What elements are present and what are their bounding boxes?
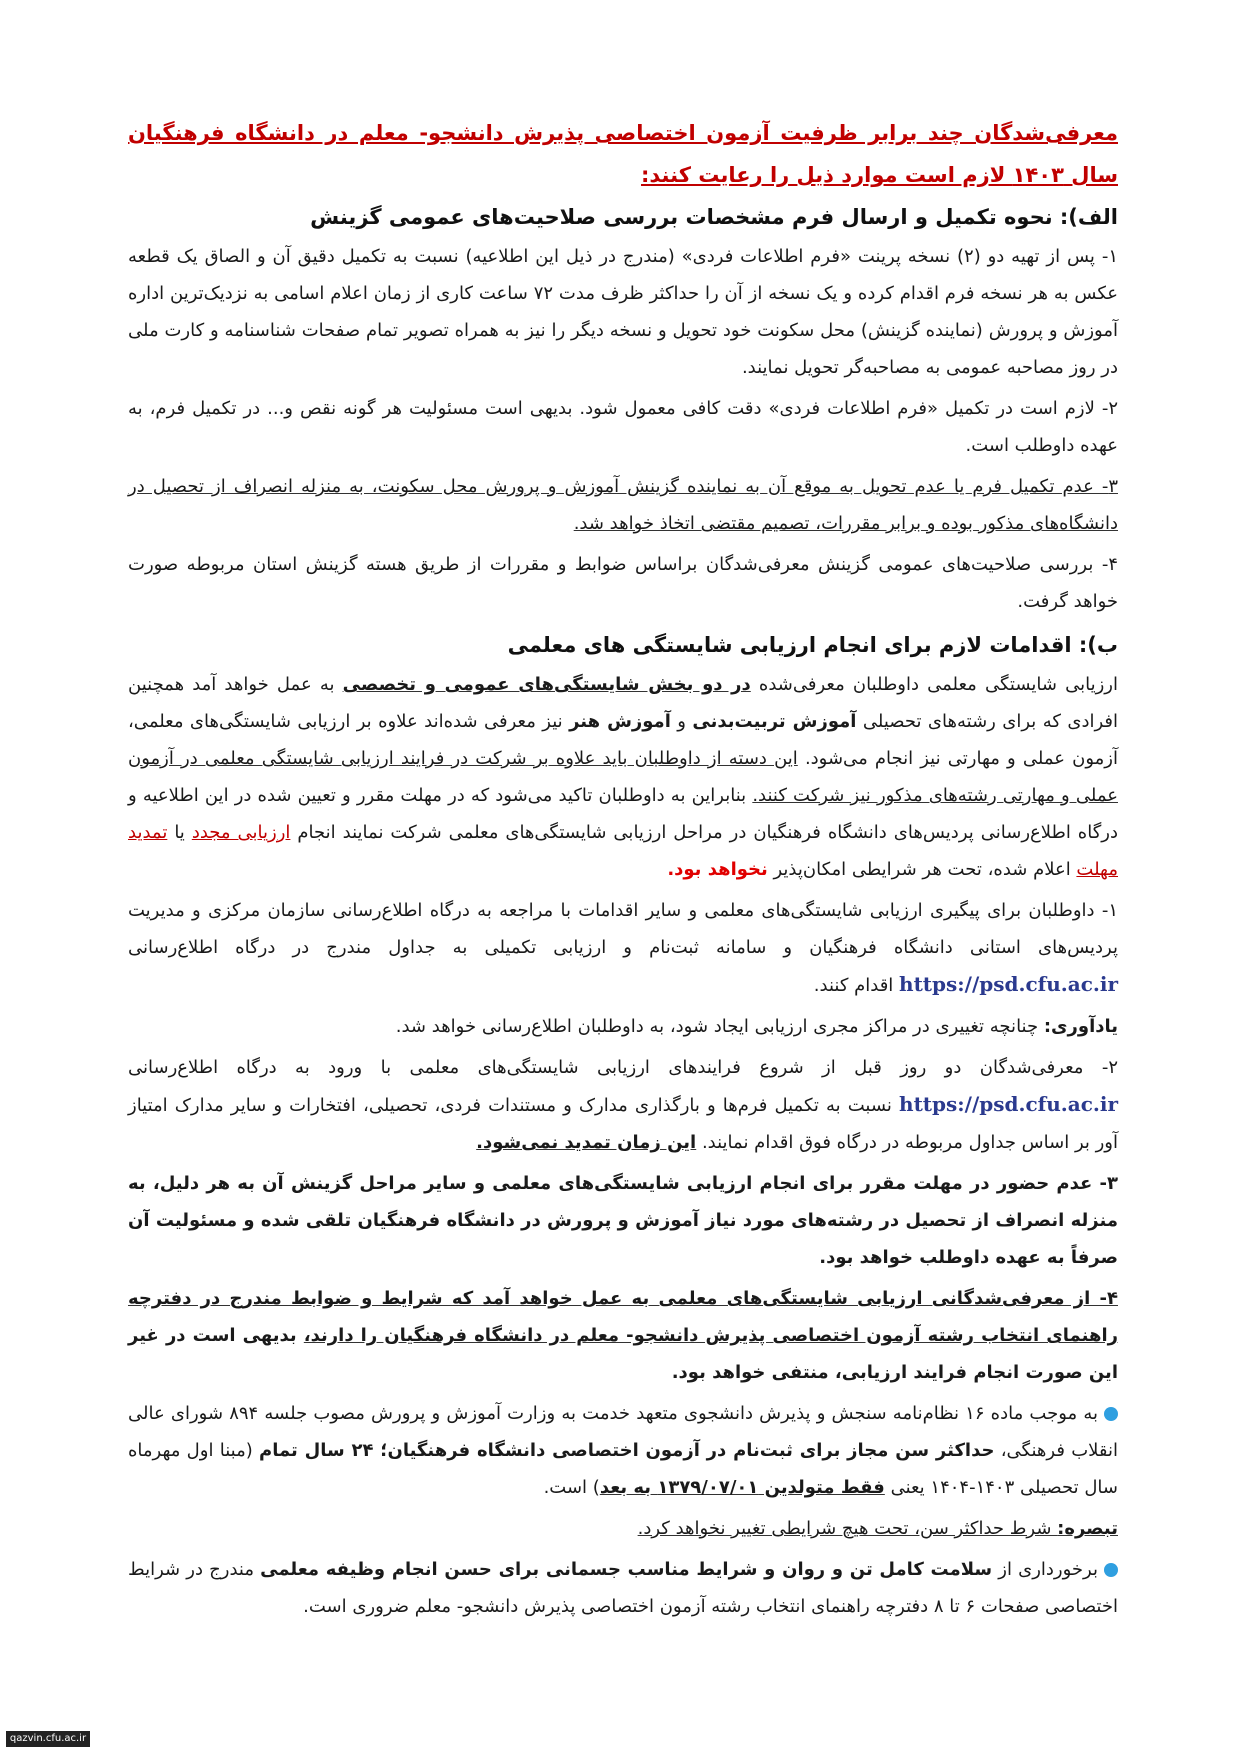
blue-bullet-icon	[1104, 1407, 1118, 1421]
portal-link-1[interactable]: https://psd.cfu.ac.ir	[899, 972, 1118, 996]
section-b-item-3: ۳- عدم حضور در مهلت مقرر برای انجام ارزیابی شایستگی‌های معلمی و سایر مراحل گزینش آن به هر دلیل، به منزله انصراف از تحصیل در رشته‌های مورد نیاز آموزش و پرورش در دانشگاه فرهنگیان تلقی شده و مسئولیت آن صرفاً به عهده داوطلب خواهد بود.	[128, 1173, 1118, 1268]
section-b-item-4: ۴- از معرفی‌شدگانی ارزیابی شایستگی‌های معلمی به عمل خواهد آمد که شرایط و ضوابط مندرج در دفترچه راهنمای انتخاب رشته آزمون اختصاصی پذیرش دانشجو- معلم در دانشگاه فرهنگیان را دارند، بدیهی است در غیر این صورت انجام فرایند ارزیابی، منتفی خواهد بود.	[128, 1288, 1118, 1383]
section-b-item-1: ۱- داوطلبان برای پیگیری ارزیابی شایستگی‌های معلمی و سایر اقدامات با مراجعه به درگاه اطلاع‌رسانی سازمان مرکزی و مدیریت پردیس‌های استانی دانشگاه فرهنگیان و سامانه ثبت‌نام و ارزیابی تکمیلی به جداول مندرج در درگاه اطلاع‌رسانی https://psd.cfu.ac.ir اقدام کنند.	[128, 900, 1118, 996]
section-a-item-4: ۴- بررسی صلاحیت‌های عمومی گزینش معرفی‌شدگان براساس ضوابط و مقررات از طریق هسته گزینش استان مربوطه صورت خواهد گرفت.	[128, 554, 1118, 612]
section-b-item-2: ۲- معرفی‌شدگان دو روز قبل از شروع فرایندهای ارزیابی شایستگی‌های معلمی با ورود به درگاه اطلاع‌رسانی https://psd.cfu.ac.ir نسبت به تکمیل فرم‌ها و بارگذاری مدارک و مستندات فردی، تحصیلی، افتخارات و سایر مدارک امتیاز آور بر اساس جداول مربوطه در درگاه فوق اقدام نمایند. این زمان تمدید نمی‌شود.	[128, 1057, 1118, 1153]
health-bullet: برخورداری از سلامت کامل تن و روان و شرایط مناسب جسمانی برای حسن انجام وظیفه معلمی مندرج در شرایط اختصاصی صفحات ۶ تا ۸ دفترچه راهنمای انتخاب رشته آزمون اختصاصی پذیرش دانشجو- معلم ضروری است.	[128, 1559, 1118, 1617]
reminder: یادآوری: چنانچه تغییری در مراکز مجری ارزیابی ایجاد شود، به داوطلبان اطلاع‌رسانی خواهد شد.	[395, 1016, 1118, 1037]
section-a-item-1: ۱- پس از تهیه دو (۲) نسخه پرینت «فرم اطلاعات فردی» (مندرج در ذیل این اطلاعیه) نسبت به تکمیل دقیق آن و الصاق یک قطعه عکس به هر نسخه فرم اقدام کرده و یک نسخه از آن را حداکثر ظرف مدت ۷۲ ساعت کاری از زمان اعلام اسامی به نزدیک‌ترین اداره آموزش و پرورش (نماینده گزینش) محل سکونت خود تحویل و نسخه دیگر را نیز به همراه تصویر تمام صفحات شناسنامه و کارت ملی در روز مصاحبه عمومی به مصاحبه‌گر تحویل نمایند.	[128, 246, 1119, 378]
section-a-item-2: ۲- لازم است در تکمیل «فرم اطلاعات فردی» دقت کافی معمول شود. بدیهی است مسئولیت هر گونه نقص و... در تکمیل فرم، به عهده داوطلب است.	[128, 398, 1118, 456]
note: تبصره: شرط حداکثر سن، تحت هیچ شرایطی تغییر نخواهد کرد.	[637, 1518, 1118, 1539]
section-b-intro: ارزیابی شایستگی معلمی داوطلبان معرفی‌شده در دو بخش شایستگی‌های عمومی و تخصصی به عمل خواهد آمد همچنین افرادی که برای رشته‌های تحصیلی آموزش تربیت‌بدنی و آموزش هنر نیز معرفی شده‌اند علاوه بر ارزیابی شایستگی‌های معلمی، آزمون عملی و مهارتی نیز انجام می‌شود. این دسته از داوطلبان باید علاوه بر شرکت در فرایند ارزیابی شایستگی معلمی در آزمون عملی و مهارتی رشته‌های مذکور نیز شرکت کنند. بنابراین به داوطلبان تاکید می‌شود که در مهلت مقرر و تعیین شده در این اطلاعیه و درگاه اطلاع‌رسانی پردیس‌های دانشگاه فرهنگیان در مراحل ارزیابی شایستگی‌های معلمی شرکت نمایند انجام ارزیابی مجدد یا تمدید مهلت اعلام شده، تحت هر شرایطی امکان‌پذیر نخواهد بود.	[128, 674, 1119, 880]
section-a-item-3: ۳- عدم تکمیل فرم یا عدم تحویل به موقع آن به نماینده گزینش آموزش و پرورش محل سکونت، به منزله انصراف از تحصیل در دانشگاه‌های مذکور بوده و برابر مقررات، تصمیم مقتضی اتخاذ خواهد شد.	[128, 476, 1118, 534]
blue-bullet-icon	[1104, 1563, 1118, 1577]
page-title: معرفی‌شدگان چند برابر ظرفیت آزمون اختصاصی پذیرش دانشجو- معلم در دانشگاه فرهنگیان سال ۱۴۰۳ لازم است موارد ذیل را رعایت کنند:	[128, 121, 1118, 187]
announcement-page	[128, 112, 1118, 1629]
section-b-heading: ب): اقدامات لازم برای انجام ارزیابی شایستگی های معلمی	[507, 633, 1118, 657]
section-a-heading: الف): نحوه تکمیل و ارسال فرم مشخصات بررسی صلاحیت‌های عمومی گزینش	[310, 205, 1118, 229]
portal-link-2[interactable]: https://psd.cfu.ac.ir	[899, 1092, 1118, 1116]
age-limit-bullet: به موجب ماده ۱۶ نظام‌نامه سنجش و پذیرش دانشجوی متعهد خدمت به وزارت آموزش و پرورش مصوب جلسه ۸۹۴ شورای عالی انقلاب فرهنگی، حداکثر سن مجاز برای ثبت‌نام در آزمون اختصاصی دانشگاه فرهنگیان؛ ۲۴ سال تمام (مبنا اول مهرماه سال تحصیلی ۱۴۰۳-۱۴۰۴ یعنی فقط متولدین ۱۳۷۹/۰۷/۰۱ به بعد) است.	[128, 1403, 1119, 1498]
site-footer-logo: qazvin.cfu.ac.ir	[6, 1731, 90, 1747]
